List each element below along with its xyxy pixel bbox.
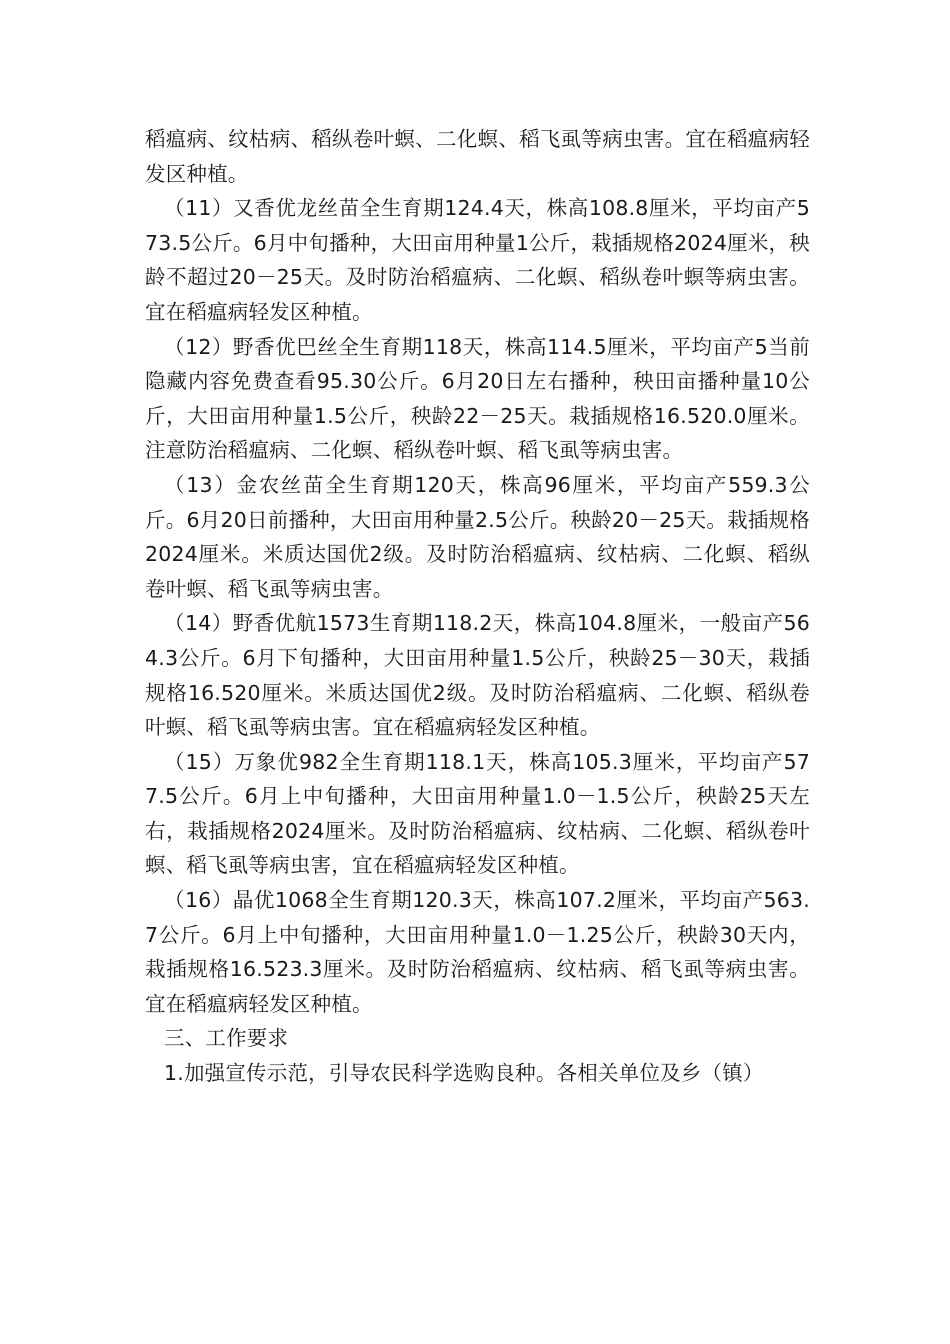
paragraph-variety-12: （12）野香优巴丝全生育期118天，株高114.5厘米，平均亩产5当前隐藏内容免费查看95.30公斤。6月20日左右播种，秧田亩播种量10公斤，大田亩用种量1.5公斤，秧龄22－25天。栽插规格16.520.0厘米。注意防治稻瘟病、二化螟、稻纵卷叶螟、稻飞虱等病虫害。 (145, 334, 810, 463)
section-heading: 三、工作要求 (164, 1026, 289, 1051)
paragraph-variety-16: （16）晶优1068全生育期120.3天，株高107.2厘米，平均亩产563.7公斤。6月上中旬播种，大田亩用种量1.0－1.25公斤，秧龄30天内，栽插规格16.523.3厘米。及时防治稻瘟病、纹枯病、稻飞虱等病虫害。宜在稻瘟病轻发区种植。 (145, 888, 810, 1016)
document-body (145, 122, 810, 1091)
paragraph-variety-15: （15）万象优982全生育期118.1天，株高105.3厘米，平均亩产577.5公斤。6月上中旬播种，大田亩用种量1.0－1.5公斤，秧龄25天左右，栽插规格2024厘米。及时防治稻瘟病、纹枯病、二化螟、稻纵卷叶螟、稻飞虱等病虫害，宜在稻瘟病轻发区种植。 (145, 749, 810, 878)
paragraph-variety-13: （13）金农丝苗全生育期120天，株高96厘米，平均亩产559.3公斤。6月20日前播种，大田亩用种量2.5公斤。秧龄20－25天。栽插规格2024厘米。米质达国优2级。及时防治稻瘟病、纹枯病、二化螟、稻纵卷叶螟、稻飞虱等病虫害。 (145, 472, 810, 601)
paragraph-variety-11: （11）又香优龙丝苗全生育期124.4天，株高108.8厘米，平均亩产573.5公斤。6月中旬播种，大田亩用种量1公斤，栽插规格2024厘米，秧龄不超过20－25天。及时防治稻瘟病、二化螟、稻纵卷叶螟等病虫害。宜在稻瘟病轻发区种植。 (145, 196, 810, 324)
paragraph-requirement-1: 1.加强宣传示范，引导农民科学选购良种。各相关单位及乡（镇） (164, 1061, 764, 1086)
paragraph-continuation: 稻瘟病、纹枯病、稻纵卷叶螟、二化螟、稻飞虱等病虫害。宜在稻瘟病轻发区种植。 (145, 127, 810, 186)
paragraph-variety-14: （14）野香优航1573生育期118.2天，株高104.8厘米，一般亩产564.3公斤。6月下旬播种，大田亩用种量1.5公斤，秧龄25－30天，栽插规格16.520厘米。米质达国优2级。及时防治稻瘟病、二化螟、稻纵卷叶螟、稻飞虱等病虫害。宜在稻瘟病轻发区种植。 (145, 611, 810, 740)
